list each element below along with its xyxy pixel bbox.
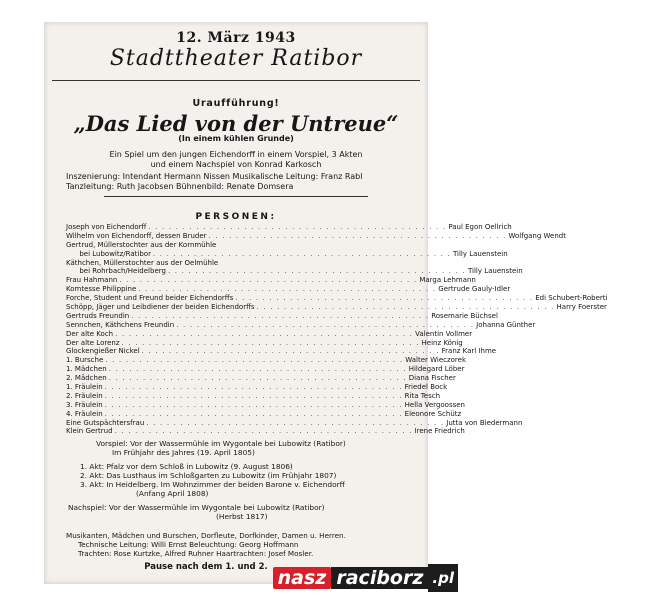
cast-actor: Eleonore Schütz (404, 409, 462, 418)
cast-row (66, 303, 607, 312)
cast-role: Der alte Lorenz (66, 338, 120, 347)
cast-actor: Paul Egon Oellrich (448, 222, 512, 231)
leader-dots: . . . . . . . . . . . . . . . . . . . . . . . . . . . . . . . . . . . . . . . . . . . . (104, 391, 403, 400)
cast-actor: Edi Schubert-Roberti (535, 294, 608, 303)
cast-row (66, 267, 523, 276)
staff-line-2: Tanzleitung: Ruth Jacobsen Bühnenbild: Renate Domsera (66, 182, 294, 191)
cast-actor: Rosemarie Büchsel (431, 311, 498, 320)
cast-row (66, 338, 463, 348)
cast-role: Eine Gutspächtersfrau (66, 418, 145, 427)
leader-dots: . . . . . . . . . . . . . . . . . . . . . . . . . . . . . . . . . . . . . . . . . . . . (108, 365, 407, 374)
play-title: „Das Lied von der Untreue“ (73, 111, 399, 136)
leader-dots: . . . . . . . . . . . . . . . . . . . . . . . . . . . . . . . . . . . . . . . . . . . . (104, 383, 403, 392)
cast-role: Käthchen, Müllerstochter aus der Oelmühle (66, 258, 219, 267)
cast-actor: Tilly Lauenstein (467, 267, 523, 276)
cast-role: Schöpp, Jäger und Leibdiener der beiden Eichendorffs (66, 303, 255, 311)
leader-dots: . . . . . . . . . . . . . . . . . . . . . . . . . . . . . . . . . . . . . . . . . . . . (115, 329, 414, 338)
cast-role: Frau Hahmann (66, 276, 118, 285)
cast-actor: Franz Karl Ihme (441, 347, 497, 356)
vorspiel-line: Vorspiel: Vor der Wassermühle im Wygontale bei Lubowitz (Ratibor) (96, 439, 346, 448)
watermark-logo (273, 564, 458, 592)
cast-actor: Marga Lehmann (419, 276, 476, 285)
leader-dots: . . . . . . . . . . . . . . . . . . . . . . . . . . . . . . . . . . . . . . . . . . . . (141, 347, 440, 356)
cast-row (66, 294, 608, 303)
cast-role: Wilhelm von Eichendorff, dessen Bruder (66, 231, 207, 240)
premiere-label: Uraufführung! (192, 98, 280, 109)
performance-date: 12. März 1943 (176, 30, 296, 46)
leader-dots: . . . . . . . . . . . . . . . . . . . . . . . . . . . . . . . . . . . . . . . . . . . . (105, 356, 404, 365)
cast-role: Glockengießer Nickel (66, 347, 140, 356)
cast-actor: Tilly Lauenstein (452, 249, 508, 258)
cast-row (66, 285, 511, 294)
watermark-part-3: .pl (428, 564, 458, 592)
cast-actor: Wolfgang Wendt (508, 231, 566, 240)
cast-row (66, 383, 448, 392)
play-subtitle: (In einem kühlen Grunde) (178, 134, 294, 143)
leader-dots: . . . . . . . . . . . . . . . . . . . . . . . . . . . . . . . . . . . . . . . . . . . . (119, 276, 418, 285)
cast-role: 2. Fräulein (66, 391, 103, 400)
cast-row (66, 356, 467, 365)
cast-actor: Valentin Vollmer (415, 329, 473, 338)
cast-role: 2. Mädchen (66, 374, 107, 383)
cast-row (66, 311, 498, 321)
play-description-2: und einem Nachspiel von Konrad Karkosch (150, 160, 322, 169)
cast-row (66, 249, 508, 259)
leader-dots: . . . . . . . . . . . . . . . . . . . . . . . . . . . . . . . . . . . . . . . . . . . . (114, 427, 413, 436)
cast-actor: Harry Foerster (556, 303, 607, 311)
cast-role: Komtesse Philippine (66, 285, 137, 294)
leader-dots: . . . . . . . . . . . . . . . . . . . . . . . . . . . . . . . . . . . . . . . . . . . . (104, 400, 403, 409)
nachspiel-date: (Herbst 1817) (216, 512, 268, 521)
credits-line-2: Technische Leitung: Willi Ernst Beleuchtung: Georg Hoffmann (78, 539, 299, 549)
leader-dots: . . . . . . . . . . . . . . . . . . . . . . . . . . . . . . . . . . . . . . . . . . . . (131, 311, 430, 320)
leader-dots: . . . . . . . . . . . . . . . . . . . . . . . . . . . . . . . . . . . . . . . . . . . . (152, 249, 451, 258)
cast-row (66, 329, 473, 339)
credits-line-1: Musikanten, Mädchen und Burschen, Dorfleute, Dorfkinder, Damen u. Herren. (66, 531, 346, 540)
act-3-line: 3. Akt: In Heidelberg. Im Wohnzimmer der beiden Barone v. Eichendorff (80, 480, 345, 489)
pause-note: Pause nach dem 1. und 2. (144, 562, 268, 572)
cast-role: bei Lubowitz/Ratibor (66, 249, 151, 258)
cast-actor: Hildegard Löber (408, 365, 465, 374)
cast-role: Joseph von Eichendorff (66, 222, 147, 231)
cast-role: 1. Bursche (66, 356, 104, 365)
cast-role: Sennchen, Käthchens Freundin (66, 320, 175, 329)
cast-role: bei Rohrbach/Heidelberg (66, 267, 166, 276)
theatre-name: Stadttheater Ratibor (109, 46, 363, 71)
leader-dots: . . . . . . . . . . . . . . . . . . . . . . . . . . . . . . . . . . . . . . . . . . . . (167, 267, 466, 276)
act-2-line: 2. Akt: Das Lusthaus im Schloßgarten zu Lubowitz (im Frühjahr 1807) (80, 471, 337, 480)
cast-actor: Friedel Bock (404, 383, 448, 392)
cast-row (66, 427, 465, 436)
vorspiel-date: Im Frühjahr des Jahres (19. April 1805) (112, 448, 255, 457)
cast-row (66, 241, 406, 250)
cast-row (66, 400, 465, 410)
cast-actor: Diana Fischer (408, 374, 456, 383)
cast-actor: Jutta von Biedermann (446, 418, 523, 427)
cast-actor: Rita Tesch (404, 391, 441, 400)
cast-row (66, 374, 456, 383)
cast-row (66, 259, 406, 268)
leader-dots: . . . . . . . . . . . . . . . . . . . . . . . . . . . . . . . . . . . . . . . . . . . . (176, 320, 475, 329)
act-1-line: 1. Akt: Pfalz vor dem Schloß in Lubowitz (9. August 1806) (80, 462, 293, 471)
play-description-1: Ein Spiel um den jungen Eichendorff in einem Vorspiel, 3 Akten (109, 150, 363, 159)
leader-dots: . . . . . . . . . . . . . . . . . . . . . . . . . . . . . . . . . . . . . . . . . . . . (148, 222, 447, 231)
leader-dots: . . . . . . . . . . . . . . . . . . . . . . . . . . . . . . . . . . . . . . . . . . . . (121, 338, 420, 347)
leader-dots: . . . . . . . . . . . . . . . . . . . . . . . . . . . . . . . . . . . . . . . . . . . . (256, 303, 555, 311)
leader-dots: . . . . . . . . . . . . . . . . . . . . . . . . . . . . . . . . . . . . . . . . . . . . (138, 285, 437, 294)
cast-role: 1. Fräulein (66, 383, 103, 392)
leader-dots: . . . . . . . . . . . . . . . . . . . . . . . . . . . . . . . . . . . . . . . . . . . . (108, 374, 407, 383)
cast-role: 3. Fräulein (66, 400, 103, 409)
cast-row (66, 365, 465, 374)
personen-heading: PERSONEN: (195, 212, 277, 222)
cast-row (66, 276, 476, 285)
cast-actor: Heinz König (421, 338, 463, 347)
cast-row (66, 409, 462, 419)
cast-row (66, 418, 523, 428)
nachspiel-line: Nachspiel: Vor der Wassermühle im Wygontale bei Lubowitz (Ratibor) (68, 503, 325, 512)
cast-actor: Johanna Günther (476, 320, 536, 329)
cast-row (66, 391, 441, 401)
top-divider (52, 80, 420, 81)
mid-divider (104, 196, 368, 197)
cast-role: Gertrud, Müllerstochter aus der Kornmühle (66, 240, 217, 249)
cast-row (66, 222, 512, 232)
cast-row (66, 231, 566, 241)
leader-dots: . . . . . . . . . . . . . . . . . . . . . . . . . . . . . . . . . . . . . . . . . . . . (146, 418, 445, 427)
leader-dots: . . . . . . . . . . . . . . . . . . . . . . . . . . . . . . . . . . . . . . . . . . . . (235, 294, 534, 303)
watermark-part-1: nasz (273, 567, 332, 589)
cast-actor: Walter Wieczorek (405, 356, 467, 365)
staff-line-1: Inszenierung: Intendant Hermann Nissen Musikalische Leitung: Franz Rabl (66, 172, 363, 181)
cast-actor: Gertrude Gauly-Idler (438, 285, 511, 294)
cast-role: 4. Fräulein (66, 409, 103, 418)
cast-actor: Hella Vergoossen (404, 400, 465, 409)
cast-role: 1. Mädchen (66, 365, 107, 374)
credits-line-3: Trachten: Rose Kurtzke, Alfred Ruhner Haartrachten: Josef Mosler. (78, 548, 314, 558)
watermark-part-2: raciborz (331, 567, 428, 589)
scene-list (66, 439, 406, 521)
act-3-date: (Anfang April 1808) (136, 489, 209, 498)
cast-role: Forche, Student und Freund beider Eichendorffs (66, 294, 234, 303)
cast-actor: Irene Friedrich (414, 427, 465, 436)
cast-role: Klein Gertrud (66, 427, 113, 436)
leader-dots: . . . . . . . . . . . . . . . . . . . . . . . . . . . . . . . . . . . . . . . . . . . . (104, 409, 403, 418)
leader-dots: . . . . . . . . . . . . . . . . . . . . . . . . . . . . . . . . . . . . . . . . . . . . (208, 231, 507, 240)
cast-role: Der alte Koch (66, 329, 114, 338)
cast-row (66, 320, 536, 330)
cast-list (66, 222, 608, 436)
cast-row (66, 347, 497, 356)
cast-role: Gertruds Freundin (66, 311, 130, 320)
credits (66, 532, 406, 558)
